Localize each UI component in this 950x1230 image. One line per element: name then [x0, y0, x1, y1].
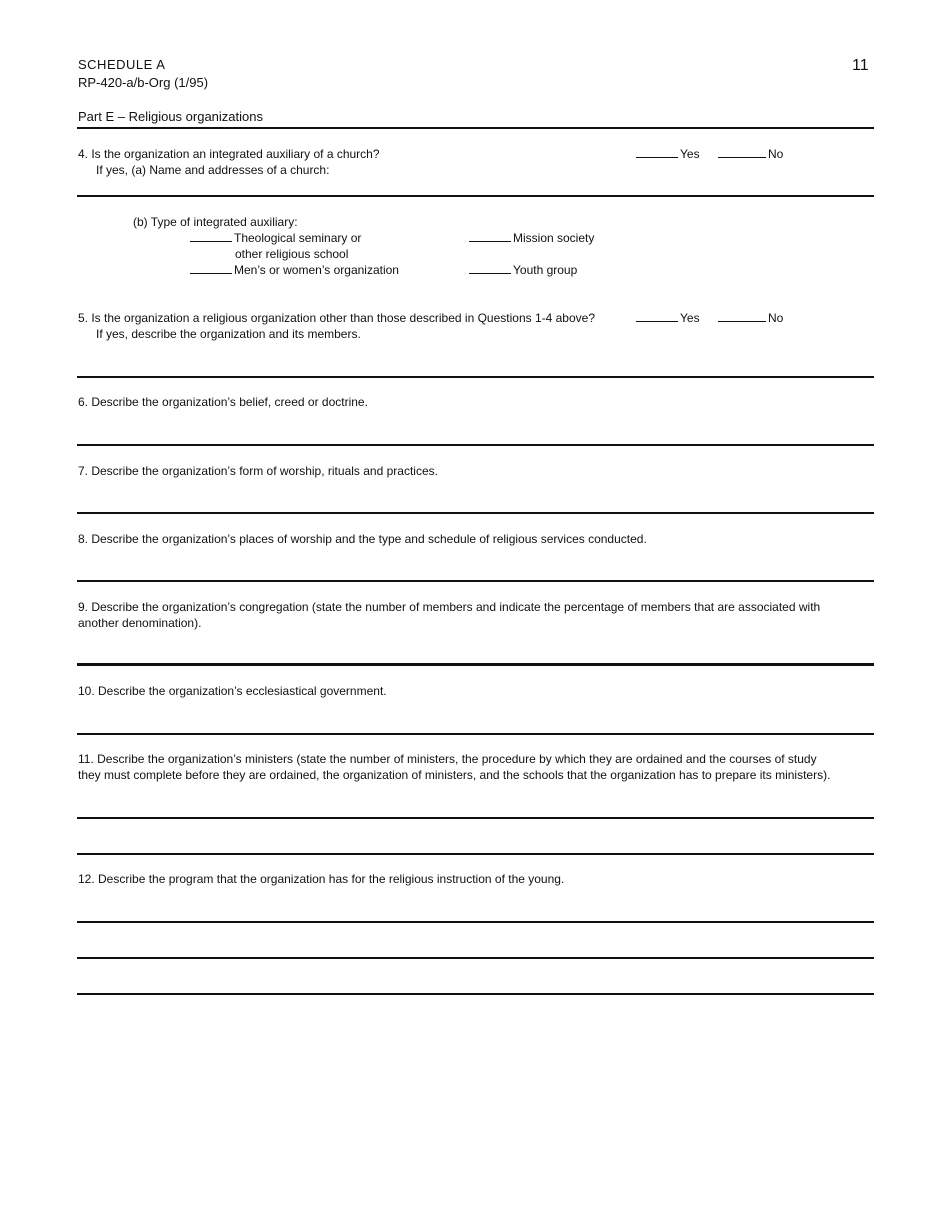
part-title: Part E – Religious organizations: [78, 109, 263, 124]
question-9: 9. Describe the organization’s congregation (state the number of members and indicate the percentage of members that are associated with: [78, 600, 821, 614]
answer-line[interactable]: [77, 376, 874, 378]
option-youth[interactable]: [469, 262, 577, 278]
q4-no-blank[interactable]: [718, 146, 766, 158]
answer-line[interactable]: [77, 921, 874, 923]
page-number: 11: [852, 57, 869, 74]
answer-line[interactable]: [77, 957, 874, 959]
question-4: 4. Is the organization an integrated auxiliary of a church?: [78, 147, 380, 161]
answer-line[interactable]: [77, 195, 874, 197]
q5-no-label: No: [768, 311, 784, 325]
question-4-sub-a: If yes, (a) Name and addresses of a church:: [96, 163, 330, 177]
option-seminary[interactable]: [190, 230, 361, 246]
question-8: 8. Describe the organization’s places of worship and the type and schedule of religious services conducted.: [78, 532, 647, 546]
q4-no-label: No: [768, 147, 784, 161]
form-code: RP-420-a/b-Org (1/95): [78, 75, 209, 90]
youth-blank[interactable]: [469, 262, 511, 274]
answer-line[interactable]: [77, 853, 874, 855]
seminary-label: Theological seminary or: [234, 231, 362, 245]
question-11-cont: they must complete before they are ordained, the organization of ministers, and the schools that the organization has to prepare its ministers).: [78, 768, 831, 782]
seminary-label-cont: other religious school: [235, 247, 349, 261]
question-6: 6. Describe the organization’s belief, creed or doctrine.: [78, 395, 368, 409]
answer-line[interactable]: [77, 817, 874, 819]
q5-no-blank[interactable]: [718, 310, 766, 322]
option-mission[interactable]: [469, 230, 594, 246]
q4-yes-blank[interactable]: [636, 146, 678, 158]
youth-label: Youth group: [513, 263, 578, 277]
seminary-blank[interactable]: [190, 230, 232, 242]
q4-no-option[interactable]: [718, 146, 783, 162]
schedule-label: SCHEDULE A: [78, 57, 166, 72]
answer-line[interactable]: [77, 580, 874, 582]
question-11: 11. Describe the organization’s ministers (state the number of ministers, the procedure by which they are ordained and the courses of study: [78, 752, 817, 766]
q5-no-option[interactable]: [718, 310, 783, 326]
q4-yes-label: Yes: [680, 147, 700, 161]
mens-womens-blank[interactable]: [190, 262, 232, 274]
q5-yes-blank[interactable]: [636, 310, 678, 322]
answer-line[interactable]: [77, 733, 874, 735]
question-10: 10. Describe the organization’s ecclesiastical government.: [78, 684, 387, 698]
option-mens-womens[interactable]: [190, 262, 399, 278]
question-5: 5. Is the organization a religious organization other than those described in Questions 1-4 above?: [78, 311, 595, 325]
question-9-cont: another denomination).: [78, 616, 202, 630]
q5-yes-label: Yes: [680, 311, 700, 325]
answer-line[interactable]: [77, 444, 874, 446]
mission-label: Mission society: [513, 231, 595, 245]
mission-blank[interactable]: [469, 230, 511, 242]
question-7: 7. Describe the organization’s form of worship, rituals and practices.: [78, 464, 438, 478]
question-12: 12. Describe the program that the organization has for the religious instruction of the young.: [78, 872, 565, 886]
q5-yes-option[interactable]: [636, 310, 700, 326]
divider: [77, 127, 874, 129]
question-5-sub: If yes, describe the organization and its members.: [96, 327, 361, 341]
answer-line[interactable]: [77, 993, 874, 995]
answer-line[interactable]: [77, 663, 874, 666]
answer-line[interactable]: [77, 512, 874, 514]
q4-yes-option[interactable]: [636, 146, 700, 162]
mens-womens-label: Men’s or women’s organization: [234, 263, 399, 277]
question-4-sub-b: (b) Type of integrated auxiliary:: [133, 215, 298, 229]
